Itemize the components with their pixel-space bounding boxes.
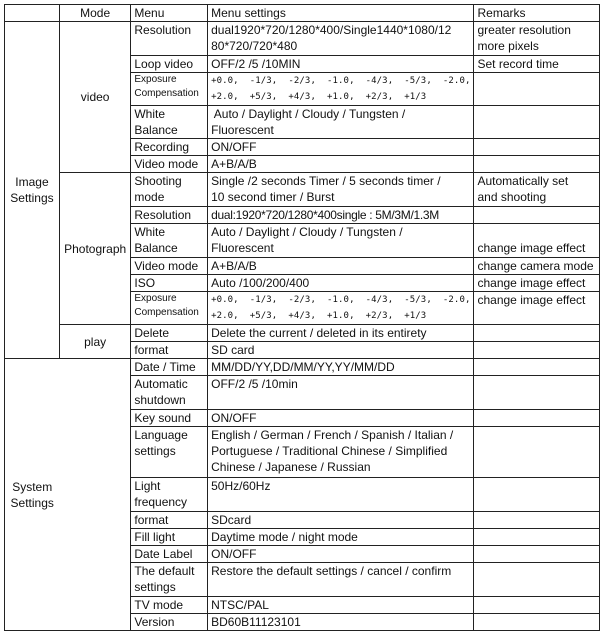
table-row: [5, 325, 600, 342]
settings-recording: ON/OFF: [208, 139, 474, 156]
settings-key-sound: ON/OFF: [208, 410, 474, 427]
settings-video-mode: A+B/A/B: [208, 156, 474, 173]
settings-language: English / German / French / Spanish / Italian / Portuguese / Traditional Chinese / Simplified Chinese / Japanese / Russian: [208, 427, 474, 478]
table-row: [5, 173, 600, 207]
settings-exposure: +0.0, -1/3, -2/3, -1.0, -4/3, -5/3, -2.0, +2.0, +5/3, +4/3, +1.0, +2/3, +1/3: [208, 73, 474, 106]
menu-auto-shutdown: Automatic shutdown: [131, 376, 208, 410]
remarks-light-frequency: [474, 478, 600, 512]
menu-video-mode: Video mode: [131, 156, 208, 173]
menu-photo-resolution: Resolution: [131, 207, 208, 224]
system-settings-label: System Settings: [5, 359, 60, 631]
remarks-auto-shutdown: [474, 376, 600, 410]
remarks-photo-video-mode: change camera mode: [474, 258, 600, 275]
settings-loop-video: OFF/2 /5 /10MIN: [208, 56, 474, 73]
header-remarks: Remarks: [474, 5, 600, 22]
menu-date-label: Date Label: [131, 546, 208, 563]
remarks-photo-resolution: [474, 207, 600, 224]
remarks-fill-light: [474, 529, 600, 546]
remarks-exposure: [474, 73, 600, 106]
settings-photo-exposure: +0.0, -1/3, -2/3, -1.0, -4/3, -5/3, -2.0, +2.0, +5/3, +4/3, +1.0, +2/3, +1/3: [208, 292, 474, 325]
remarks-version: [474, 614, 600, 631]
settings-sys-format: SDcard: [208, 512, 474, 529]
menu-tv-mode: TV mode: [131, 597, 208, 614]
settings-shooting-mode: Single /2 seconds Timer / 5 seconds timer / 10 second timer / Burst: [208, 173, 474, 207]
menu-photo-exposure: Exposure Compensation: [131, 292, 208, 325]
settings-iso: Auto /100/200/400: [208, 275, 474, 292]
settings-table-container: [4, 4, 600, 631]
settings-light-frequency: 50Hz/60Hz: [208, 478, 474, 512]
remarks-play-format: [474, 342, 600, 359]
remarks-white-balance: [474, 106, 600, 139]
menu-key-sound: Key sound: [131, 410, 208, 427]
settings-delete: Delete the current / deleted in its entirety: [208, 325, 474, 342]
menu-loop-video: Loop video: [131, 56, 208, 73]
menu-recording: Recording: [131, 139, 208, 156]
remarks-photo-white-balance: change image effect: [474, 224, 600, 258]
remarks-loop-video: Set record time: [474, 56, 600, 73]
image-settings-label: Image Settings: [5, 22, 60, 359]
header-settings: Menu settings: [208, 5, 474, 22]
header-blank: [5, 5, 60, 22]
mode-photograph: Photograph: [59, 173, 130, 325]
settings-white-balance: Auto / Daylight / Cloudy / Tungsten / Fluorescent: [208, 106, 474, 139]
menu-version: Version: [131, 614, 208, 631]
menu-shooting-mode: Shooting mode: [131, 173, 208, 207]
mode-play: play: [59, 325, 130, 359]
settings-photo-resolution: dual:1920*720/1280*400single : 5M/3M/1.3M: [208, 207, 474, 224]
remarks-photo-exposure: change image effect: [474, 292, 600, 325]
settings-date-time: MM/DD/YY,DD/MM/YY,YY/MM/DD: [208, 359, 474, 376]
remarks-shooting-mode: Automatically set and shooting: [474, 173, 600, 207]
menu-default-settings: The default settings: [131, 563, 208, 597]
remarks-tv-mode: [474, 597, 600, 614]
menu-iso: ISO: [131, 275, 208, 292]
header-menu: Menu: [131, 5, 208, 22]
menu-exposure: Exposure Compensation: [131, 73, 208, 106]
menu-language: Language settings: [131, 427, 208, 478]
settings-photo-video-mode: A+B/A/B: [208, 258, 474, 275]
mode-video: video: [59, 22, 130, 173]
settings-table: [4, 4, 600, 631]
remarks-default-settings: [474, 563, 600, 597]
settings-play-format: SD card: [208, 342, 474, 359]
table-row: [5, 22, 600, 56]
settings-resolution: dual1920*720/1280*400/Single1440*1080/12 80*720/720*480: [208, 22, 474, 56]
menu-date-time: Date / Time: [131, 359, 208, 376]
menu-fill-light: Fill light: [131, 529, 208, 546]
remarks-sys-format: [474, 512, 600, 529]
header-mode: Mode: [59, 5, 130, 22]
menu-sys-format: format: [131, 512, 208, 529]
remarks-language: [474, 427, 600, 478]
header-row: [5, 5, 600, 22]
remarks-video-mode: [474, 156, 600, 173]
settings-default-settings: Restore the default settings / cancel / confirm: [208, 563, 474, 597]
settings-fill-light: Daytime mode / night mode: [208, 529, 474, 546]
menu-white-balance: White Balance: [131, 106, 208, 139]
settings-date-label: ON/OFF: [208, 546, 474, 563]
remarks-date-label: [474, 546, 600, 563]
system-mode-blank: [59, 359, 130, 631]
menu-resolution: Resolution: [131, 22, 208, 56]
menu-photo-video-mode: Video mode: [131, 258, 208, 275]
menu-delete: Delete: [131, 325, 208, 342]
settings-tv-mode: NTSC/PAL: [208, 597, 474, 614]
remarks-resolution: greater resolution more pixels: [474, 22, 600, 56]
remarks-key-sound: [474, 410, 600, 427]
table-row: [5, 359, 600, 376]
remarks-recording: [474, 139, 600, 156]
settings-version: BD60B11123101: [208, 614, 474, 631]
remarks-iso: change image effect: [474, 275, 600, 292]
remarks-delete: [474, 325, 600, 342]
menu-play-format: format: [131, 342, 208, 359]
remarks-date-time: [474, 359, 600, 376]
settings-auto-shutdown: OFF/2 /5 /10min: [208, 376, 474, 410]
menu-light-frequency: Light frequency: [131, 478, 208, 512]
menu-photo-white-balance: White Balance: [131, 224, 208, 258]
settings-photo-white-balance: Auto / Daylight / Cloudy / Tungsten / Fluorescent: [208, 224, 474, 258]
